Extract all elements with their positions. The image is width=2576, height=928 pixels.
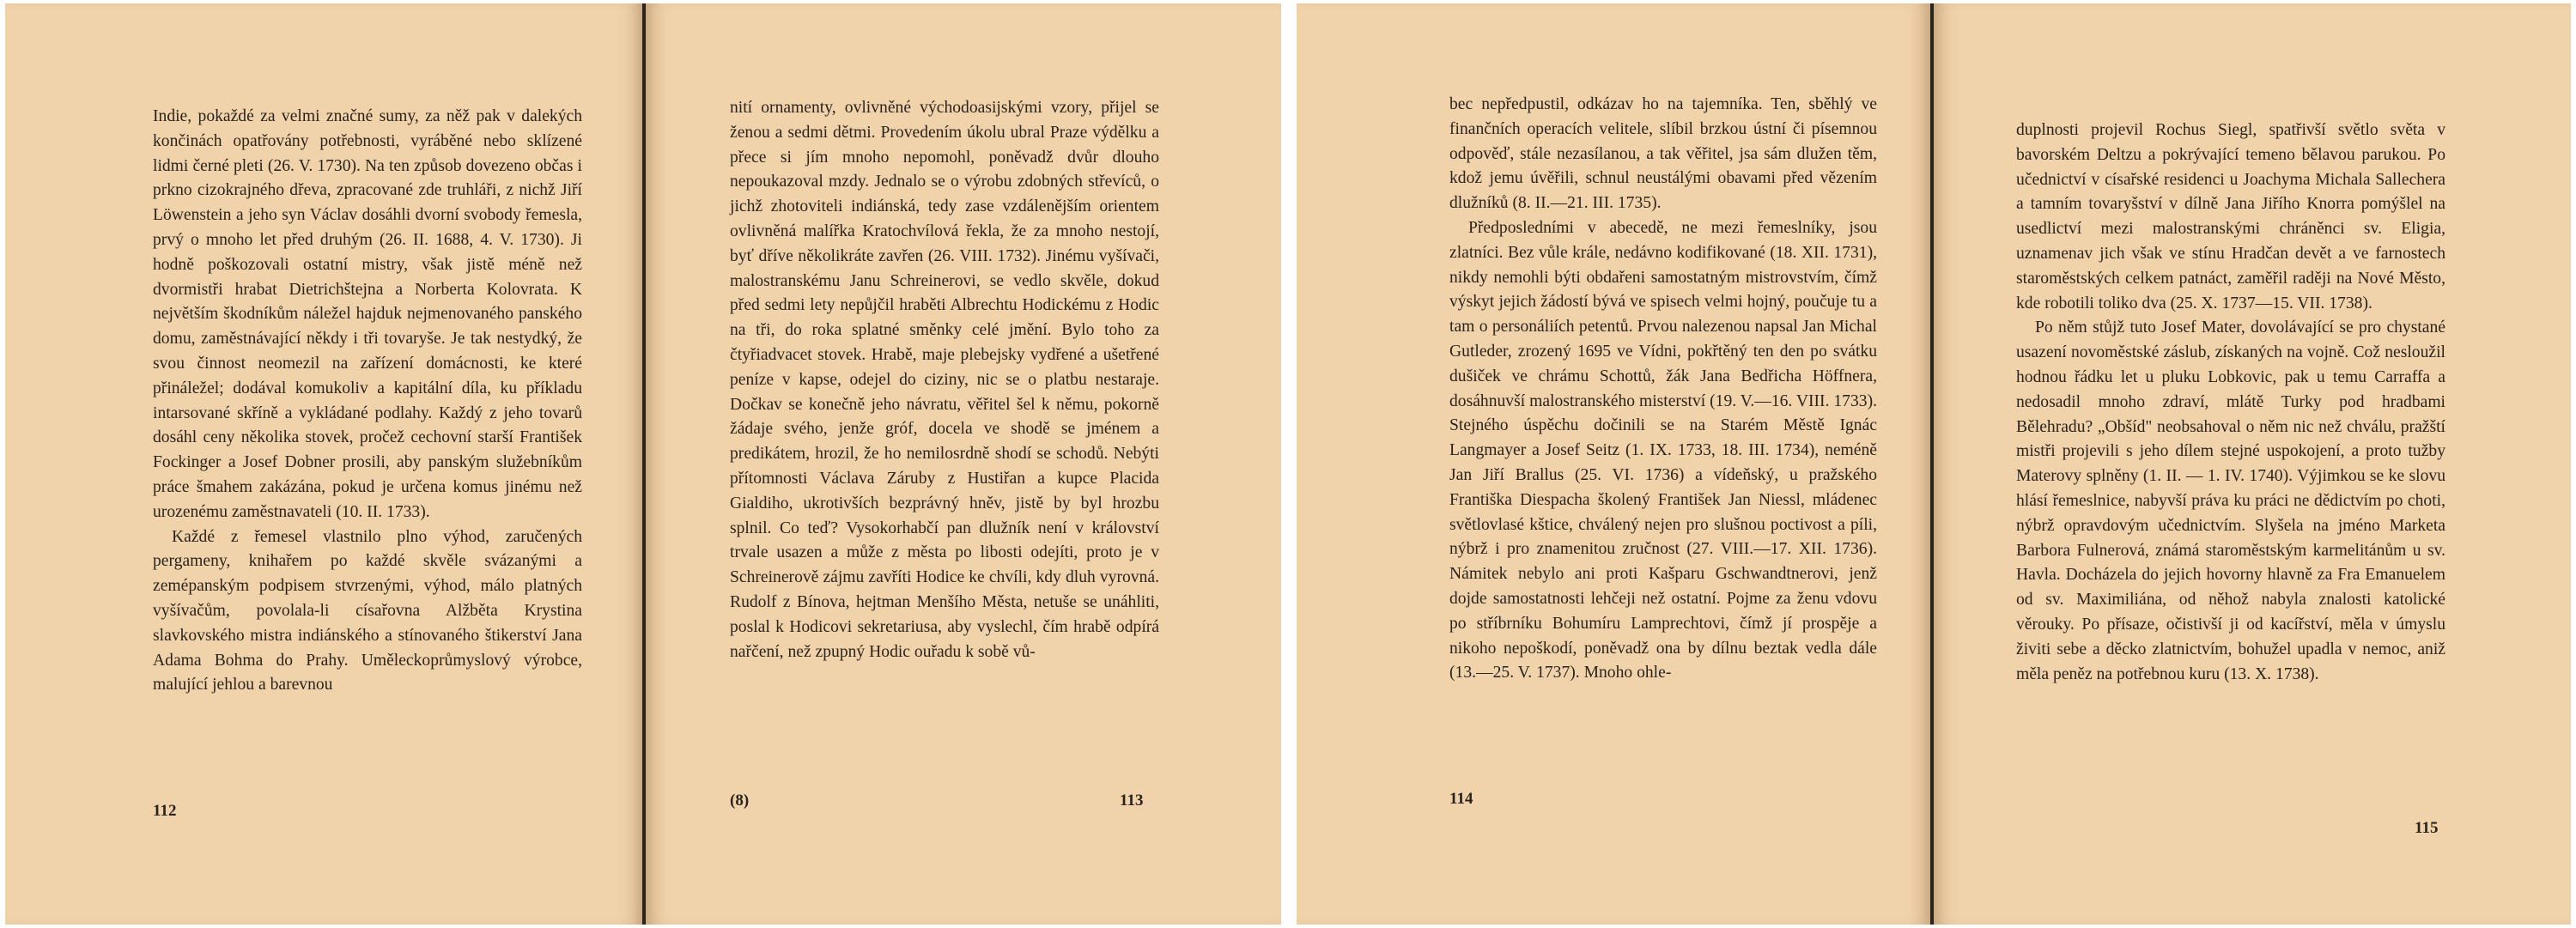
- book-spread-right: [1297, 3, 2571, 925]
- page-112-text: [153, 105, 582, 698]
- signature-mark: (8): [730, 792, 750, 810]
- paragraph: Po něm stůjž tuto Josef Mater, dovolávající se pro chystané usazení novoměstské záslub, získaných na vojně. Což nesloužil hodnou řádku let u pluku Lobkovic, pak u temu Carraffa a nedosadil mnoho zdraví, mlátě Turky pod hradbami Bělehradu? „Obšíd" neobsahoval o něm nic než chválu, pražští mistři projevili s jeho dílem stejné uspokojení, a proto tužby Materovy splněny (1. II. — 1. IV. 1740). Výjimkou se ke slovu hlásí řemeslnice, nabyvší práva ku práci ne dědictvím po choti, nýbrž opravdovým učednictvím. Slyšela na jméno Marketa Barbora Fulnerová, známá staroměstským karmelitánům u sv. Havla. Docházela do jejich hovorny hlavně za Fra Emanuelem od sv. Maximiliána, od něhož nabyla znalosti katolické věrouky. Po přísaze, očistivší ji od kacířství, měla v úmyslu živiti sebe a děcko zlatnictvím, bohužel upadla v nemoc, aniž měla peněz na potřebnou kuru (13. X. 1738).: [2016, 318, 2445, 683]
- paragraph: Každé z řemesel vlastnilo plno výhod, zaručených pergameny, knihařem po každé skvěle svázanými a zemépanským podpisem stvrzenými, výhod, málo platných vyšívačům, povolala-li císařovna Alžběta Krystina slavkovského mistra indiánského a stínovaného štikerství Jana Adama Bohma do Prahy. Uměleckoprůmyslový výrobce, malující jehlou a barevnou: [153, 527, 582, 694]
- page-115-text: [2016, 118, 2445, 687]
- page-number: 114: [1449, 790, 1473, 808]
- paragraph: Indie, pokaždé za velmi značné sumy, za něž pak v dalekých končinách opatřovány potřebnosti, vyráběné nebo sklízené lidmi černé pleti (26. V. 1730). Na ten způsob dovezeno občas i prkno cizokrajného dřeva, zpracované zde truhláři, z nichž Jiří Löwenstein a jeho syn Václav dosáhli dvorní svobody řemesla, prvý o mnoho let před druhým (26. II. 1688, 4. V. 1730). Ji hodně poškozovali ostatní mistry, však jistě méně než dvormistři hrabat Dietrichštejna a Norberta Kolovrata. K největším škodníkům náležel hajduk nejmenovaného panského domu, zaměstnávající někdy i tři tovaryše. Je tak nestydký, že svou činnost neomezil na zařízení domácnosti, ke které přináležel; dodával komukoliv a kapitální díla, ku příkladu intarsované skříně a vykládané podlahy. Každý z jeho tovarů dosáhl ceny několika stovek, pročež cechovní starší František Fockinger a Josef Dobner prosili, aby panským služebníkům práce šmahem zakázána, pokud je určena komus jinému než urozenému zaměstnavateli (10. II. 1733).: [153, 107, 582, 521]
- paragraph: bec nepředpustil, odkázav ho na tajemníka. Ten, sběhlý ve finančních operacích velitele, slíbil brzkou ústní či písemnou odpověď, stále nezasílanou, a tak věřitel, jsa sám dlužen těm, kdož jemu úvěřili, schnul neustálými obavami před vězením dlužníků (8. II.—21. III. 1735).: [1449, 95, 1877, 213]
- page-114: [1297, 3, 1930, 925]
- page-number: 113: [1120, 792, 1144, 810]
- page-114-text: [1449, 93, 1877, 686]
- page-115: [1934, 3, 2571, 925]
- page-number: 115: [2415, 819, 2439, 837]
- page-112: [5, 3, 642, 925]
- page-113-text: [730, 96, 1159, 664]
- paragraph: nití ornamenty, ovlivněné východoasijskými vzory, přijel se ženou a sedmi dětmi. Provedením úkolu ubral Praze výdělku a přece si jím mnoho nepomohl, poněvadž dvůr dlouho nepoukazoval mzdy. Jednalo se o výrobu zdobných střevíců, o jichž zhotoviteli indiánská, tedy zase vzdálenějším orientem ovlivněná malířka Kratochvílová řekla, že za mnoho nestojí, byť dříve několikráte zavřen (26. VIII. 1732). Jinému vyšívači, malostranskému Janu Schreinerovi, se vedlo skvěle, dokud před sedmi lety nepůjčil hraběti Albrechtu Hodickému z Hodic na tři, do roka splatné směnky celé jmění. Bylo toho za čtyřiadvacet stovek. Hrabě, maje plebejsky vydřené a ušetřené peníze v kapse, odejel do ciziny, nic se o platbu nestaraje. Dočkav se konečně jeho návratu, věřitel šel k němu, pokorně žádaje svého, jenže gróf, docela ve shodě se jménem a predikátem, hrozil, že ho nemilosrdně shodí se schodů. Nebýti přítomnosti Václava Záruby z Hustiřan a kupce Placida Gialdiho, ukrotivších bezprávný hněv, jistě by byl hrozbu splnil. Co teď? Vysokorhabčí pan dlužník není v království trvale usazen a může z města po libosti odejíti, proto je v Schreinerově zájmu zavříti Hodice ke chvíli, kdy dluh vyrovná. Rudolf z Bínova, hejtman Menšího Města, netuše se unáhliti, poslal k Hodicovi sekretariusa, aby vyslechl, čím hrabě odpírá nařčení, než zpupný Hodic ouřadu k sobě vů-: [730, 99, 1159, 661]
- book-spread-left: [5, 3, 1281, 925]
- paragraph: Předposledními v abecedě, ne mezi řemeslníky, jsou zlatníci. Bez vůle krále, nedávno kodifikované (18. XII. 1731), nikdy nemohli býti obdařeni samostatným mistrovstvím, čímž výskyt jejich žádostí bývá ve spisech velmi hojný, poučuje tu a tam o personáliích petentů. Prvou nalezenou napsal Jan Michal Gutleder, zrozený 1695 ve Vídni, pokřtěný ten den po svátku dušiček ve chrámu Schottů, žák Jana Bedřicha Höffnera, dosáhnuvší malostranského misterství (19. V.—16. VIII. 1733). Stejného úspěchu dočinili se na Starém Městě Ignác Langmayer a Josef Seitz (1. IX. 1733, 18. III. 1734), neméně Jan Jiří Brallus (25. VI. 1736) a vídeňský, u pražského Františka Diespacha školený František Jan Niessl, mládenec světlovlasé kštice, chválený nejen pro slušnou poctivost a píli, nýbrž i pro znamenitou zručnost (27. VIII.—17. XII. 1736). Námitek nebylo ani proti Kašparu Gschwandtnerovi, jenž dojde samostatnosti lehčeji než ostatní. Pojme za ženu vdovu po stříbrníku Bohumíru Lamprechtovi, čímž jí prospěje a nikoho nepoškodí, poněvadž ona by dílnu beztak vedla dále (13.—25. V. 1737). Mnoho ohle-: [1449, 218, 1877, 682]
- paragraph: duplnosti projevil Rochus Siegl, spatřivší světlo světa v bavorském Deltzu a pokrývající temeno bělavou parukou. Po učednictví v císařské residenci u Joachyma Michala Sallechera a tamním tovaryšství v dílně Jana Jiřího Knorra pomýšlel na usedlictví mezi malostranskými chráněnci sv. Eligia, uznamenav jich však ve stínu Hradčan devět a ve farnostech staroměstských celkem patnáct, zaměřil raději na Nové Město, kde robotili toliko dva (25. X. 1737—15. VII. 1738).: [2016, 121, 2445, 312]
- page-113: [646, 3, 1281, 925]
- page-number: 112: [153, 802, 177, 820]
